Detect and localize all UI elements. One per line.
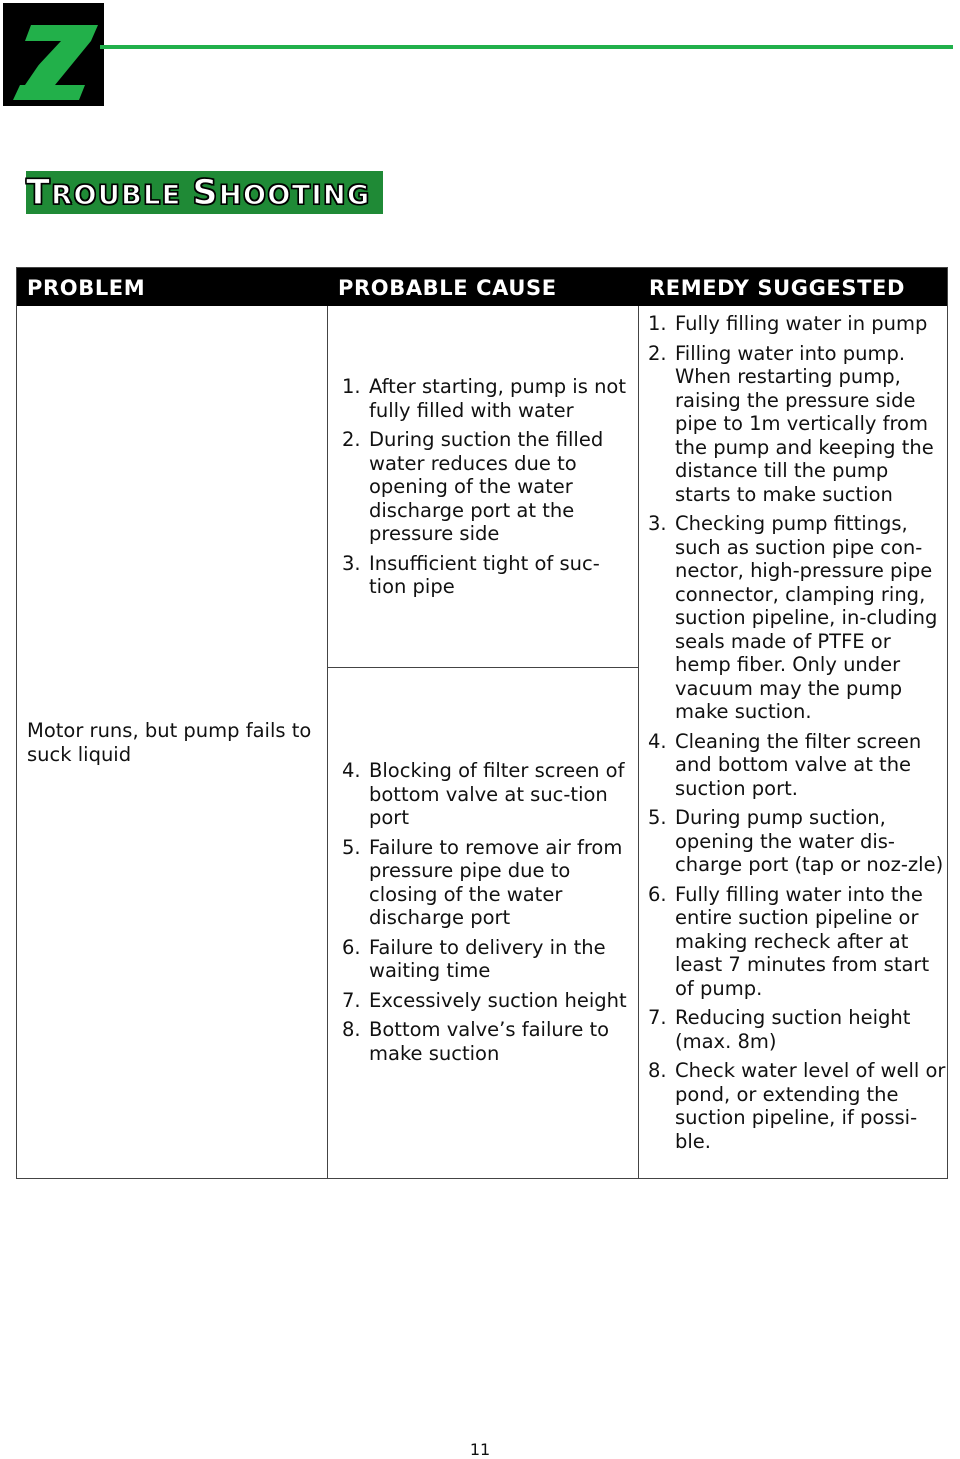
problem-cell: Motor runs, but pump fails to suck liquid bbox=[27, 719, 312, 766]
company-logo bbox=[3, 3, 104, 106]
table-header-row bbox=[17, 268, 947, 306]
list-item: 6. Failure to delivery in the waiting time bbox=[342, 935, 606, 982]
cause-list-group-1 bbox=[342, 375, 632, 605]
column-header-remedy: REMEDY SUGGESTED bbox=[649, 276, 906, 300]
list-item: 8. Bottom valve’s failure to make suction bbox=[342, 1018, 610, 1065]
column-header-problem: PROBLEM bbox=[27, 276, 146, 300]
list-item: 2. Filling water into pump. When restarting pump, raising the pressure side pipe to 1m vertically from the pump and keeping the distance till the pump starts to make suction bbox=[648, 341, 934, 506]
cause-group-divider bbox=[328, 667, 638, 668]
list-item: 5. During pump suction, opening the water dis-charge port (tap or noz-zle) bbox=[648, 806, 944, 876]
remedy-list bbox=[648, 312, 946, 1159]
header-rule bbox=[100, 45, 953, 49]
column-divider bbox=[638, 306, 639, 1179]
column-divider bbox=[327, 306, 328, 1179]
section-title: TROUBLE SHOOTING bbox=[26, 171, 383, 214]
list-item: 4. Cleaning the filter screen and bottom valve at the suction port. bbox=[648, 729, 922, 800]
list-item: 8. Check water level of well or pond, or extending the suction pipeline, if possi-ble. bbox=[648, 1059, 946, 1153]
list-item: 3. Checking pump fittings, such as suction pipe con-nector, high-pressure pipe connector, clamping ring, suction pipeline, in-cluding seals made of PTFE or hemp fiber. Only under vacuum may the pump make suction. bbox=[648, 512, 938, 723]
list-item: 1. Fully filling water in pump bbox=[648, 312, 928, 335]
z-logo-icon bbox=[3, 3, 104, 106]
list-item: 6. Fully filling water into the entire suction pipeline or making recheck after at least 7 minutes from start of pump. bbox=[648, 882, 930, 1000]
list-item: 4. Blocking of filter screen of bottom valve at suc-tion port bbox=[342, 759, 625, 829]
troubleshooting-table bbox=[16, 267, 948, 1179]
list-item: 3. Insufficient tight of suc-tion pipe bbox=[342, 551, 600, 598]
list-item: 1. After starting, pump is not fully filled with water bbox=[342, 375, 627, 422]
cause-list-group-2 bbox=[342, 759, 632, 1071]
page-number: 11 bbox=[469, 1440, 491, 1459]
list-item: 5. Failure to remove air from pressure pipe due to closing of the water discharge port bbox=[342, 835, 623, 929]
column-header-cause: PROBABLE CAUSE bbox=[338, 276, 557, 300]
list-item: 2. During suction the filled water reduces due to opening of the water discharge port at the pressure side bbox=[342, 428, 604, 545]
list-item: 7. Reducing suction height (max. 8m) bbox=[648, 1006, 911, 1053]
list-item: 7. Excessively suction height bbox=[342, 988, 627, 1012]
